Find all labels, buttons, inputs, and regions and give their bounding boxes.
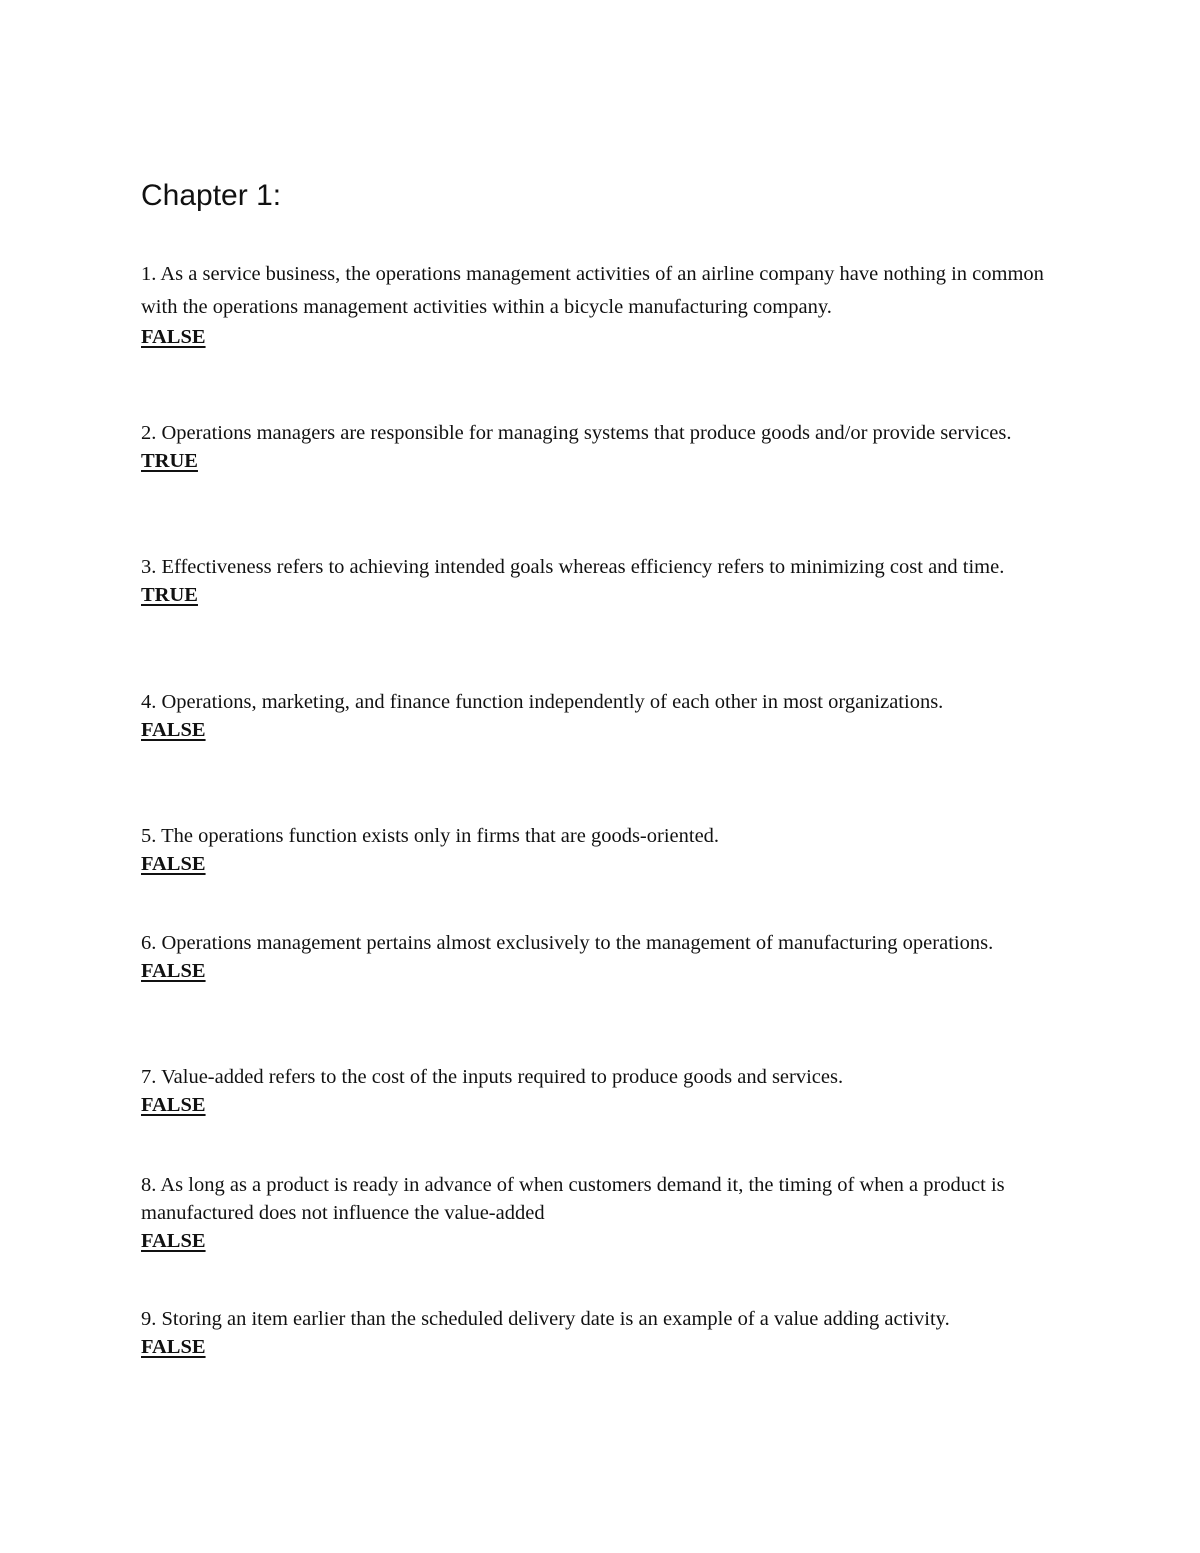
answer-label: FALSE (141, 1094, 206, 1116)
answer-label: FALSE (141, 853, 206, 875)
question-item (141, 688, 1056, 744)
question-item (141, 553, 1056, 609)
answer-label: TRUE (141, 584, 198, 606)
question-text: 4. Operations, marketing, and finance function independently of each other in most organizations. (141, 691, 944, 713)
question-item (141, 1305, 1056, 1361)
answer-label: TRUE (141, 450, 198, 472)
question-item (141, 419, 1056, 475)
question-text: 7. Value-added refers to the cost of the inputs required to produce goods and services. (141, 1066, 844, 1088)
answer-label: FALSE (141, 326, 206, 348)
answer-label: FALSE (141, 1230, 206, 1252)
question-item (141, 258, 1056, 351)
question-text: 6. Operations management pertains almost exclusively to the management of manufacturing operations. (141, 932, 994, 954)
answer-label: FALSE (141, 960, 206, 982)
question-item (141, 929, 1056, 985)
question-item (141, 1171, 1056, 1255)
question-text: 5. The operations function exists only in firms that are goods-oriented. (141, 825, 720, 847)
question-text: 9. Storing an item earlier than the scheduled delivery date is an example of a value adding activity. (141, 1308, 950, 1330)
question-item (141, 822, 1056, 878)
question-text: 8. As long as a product is ready in advance of when customers demand it, the timing of when a product is manufactured does not influence the value-added (141, 1174, 1005, 1224)
question-text: 3. Effectiveness refers to achieving intended goals whereas efficiency refers to minimizing cost and time. (141, 556, 1005, 578)
question-text: 2. Operations managers are responsible for managing systems that produce goods and/or provide services. (141, 422, 1012, 444)
answer-label: FALSE (141, 719, 206, 741)
chapter-title: Chapter 1: (141, 179, 282, 212)
question-item (141, 1063, 1056, 1119)
question-text: 1. As a service business, the operations management activities of an airline company have nothing in common with the operations management activities within a bicycle manufacturing company. (141, 263, 1044, 318)
answer-label: FALSE (141, 1336, 206, 1358)
